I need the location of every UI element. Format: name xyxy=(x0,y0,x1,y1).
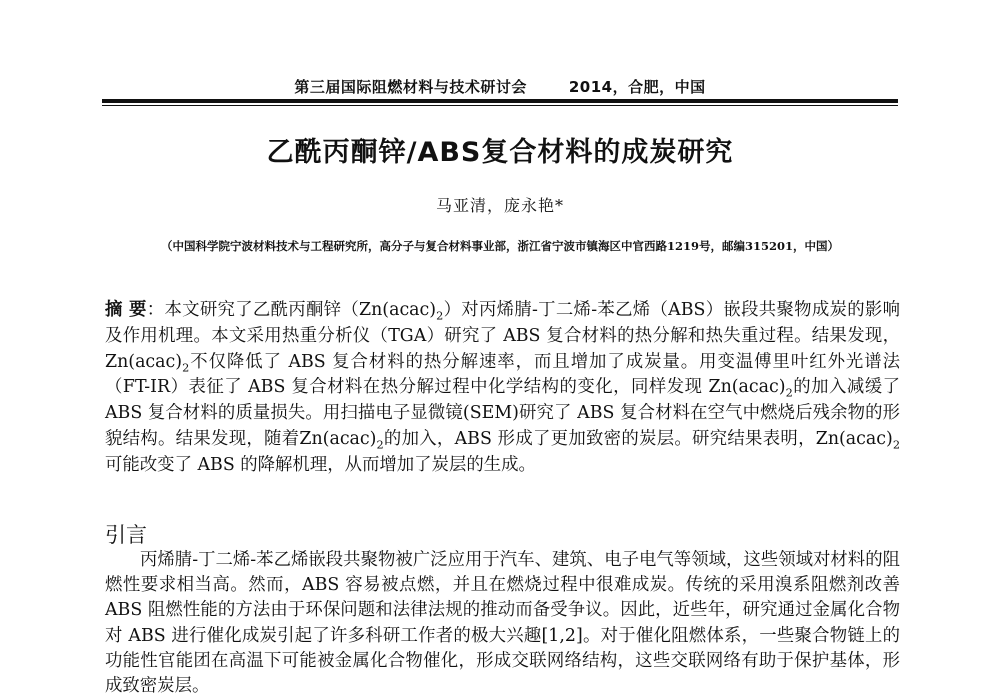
header-rule-thin xyxy=(102,105,898,106)
abstract-label: 摘 要 xyxy=(105,300,147,320)
introduction-paragraph: 丙烯腈-丁二烯-苯乙烯嵌段共聚物被广泛应用于汽车、建筑、电子电气等领域，这些领域对材料的阻燃性要求相当高。然而，ABS 容易被点燃，并且在燃烧过程中很难成炭。传统的采用溴系阻燃剂改善 ABS 阻燃性能的方法由于环保问题和法律法规的推动而备受争议。因此，近些年，研究通过金属化合物对 ABS 进行催化成炭引起了许多科研工作者的极大兴趣[1,2]。对于催化阻燃体系，一些聚合物链上的功能性官能团在高温下可能被金属化合物催化，形成交联网络结构，这些交联网络有助于保护基体，形成致密炭层。 xyxy=(105,550,900,697)
subscript: 2 xyxy=(892,438,900,452)
conference-year-place: 2014，合肥，中国 xyxy=(568,78,706,96)
header-rule-thick xyxy=(102,99,898,103)
abstract: 摘 要：本文研究了乙酰丙酮锌$(Zn(acac)_2)$对丙烯腈-丁二烯-苯乙烯（ABS）嵌段共聚物成炭的影响及作用机理。本文采用热重分析仪（TGA）研究了 ABS 复合材料的热分解和热失重过程。结果发现，$Zn(acac)_2$不仅降低了 ABS 复合材料的热分解速率，而且增加了成炭量。用变温傅里叶红外光谱法（FT-IR）表征了 ABS 复合材料在热分解过程中化学结构的变化，同样发现 $Zn(acac)_2$的加入减缓了 ABS 复合材料的质量损失。用扫描电子显微镜(SEM)研究了 ABS 复合材料在空气中燃烧后残余物的形貌结构。结果发现，随着$Zn(acac)_2$的加入，ABS 形成了更加致密的炭层。研究结果表明，$Zn(acac)_2$可能改变了 ABS 的降解机理，从而增加了炭层的生成。 xyxy=(105,300,900,475)
abstract-text-4: 的加入减缓了 ABS 复合材料的质量损失。用扫描电子显微镜(SEM)研究了 ABS 复合材料在空气中燃烧后残余物的形貌结构。结果发现，随着Zn(acac) xyxy=(105,377,900,449)
affiliation: （中国科学院宁波材料技术与工程研究所，高分子与复合材料事业部，浙江省宁波市镇海区中官西路1219号，邮编315201，中国） xyxy=(160,239,839,253)
subscript: 2 xyxy=(436,309,444,323)
subscript: 2 xyxy=(182,361,190,375)
section-heading-introduction: 引言 xyxy=(105,523,147,547)
conference-name: 第三届国际阻燃材料与技术研讨会 xyxy=(294,78,527,96)
paper-title: 乙酰丙酮锌/ABS复合材料的成炭研究 xyxy=(266,137,734,168)
abstract-text-3: 不仅降低了 ABS 复合材料的热分解速率，而且增加了成炭量。用变温傅里叶红外光谱法（FT-IR）表征了 ABS 复合材料在热分解过程中化学结构的变化，同样发现 Zn(acac) xyxy=(105,351,900,398)
abstract-text-5: 的加入，ABS 形成了更加致密的炭层。研究结果表明，Zn(acac) xyxy=(383,428,893,449)
author-list: 马亚清，庞永艳* xyxy=(435,196,564,215)
subscript: 2 xyxy=(785,386,793,400)
running-header xyxy=(102,76,898,97)
subscript: 2 xyxy=(376,438,384,452)
abstract-text-1: 本文研究了乙酰丙酮锌（Zn(acac) xyxy=(164,300,437,320)
abstract-text-2: ）对丙烯腈-丁二烯-苯乙烯（ABS）嵌段共聚物成炭的影响及作用机理。本文采用热重分析仪（TGA）研究了 ABS 复合材料的热分解和热失重过程。结果发现，Zn(acac) xyxy=(105,300,900,372)
abstract-text-6: 可能改变了 ABS 的降解机理，从而增加了炭层的生成。 xyxy=(105,454,536,475)
